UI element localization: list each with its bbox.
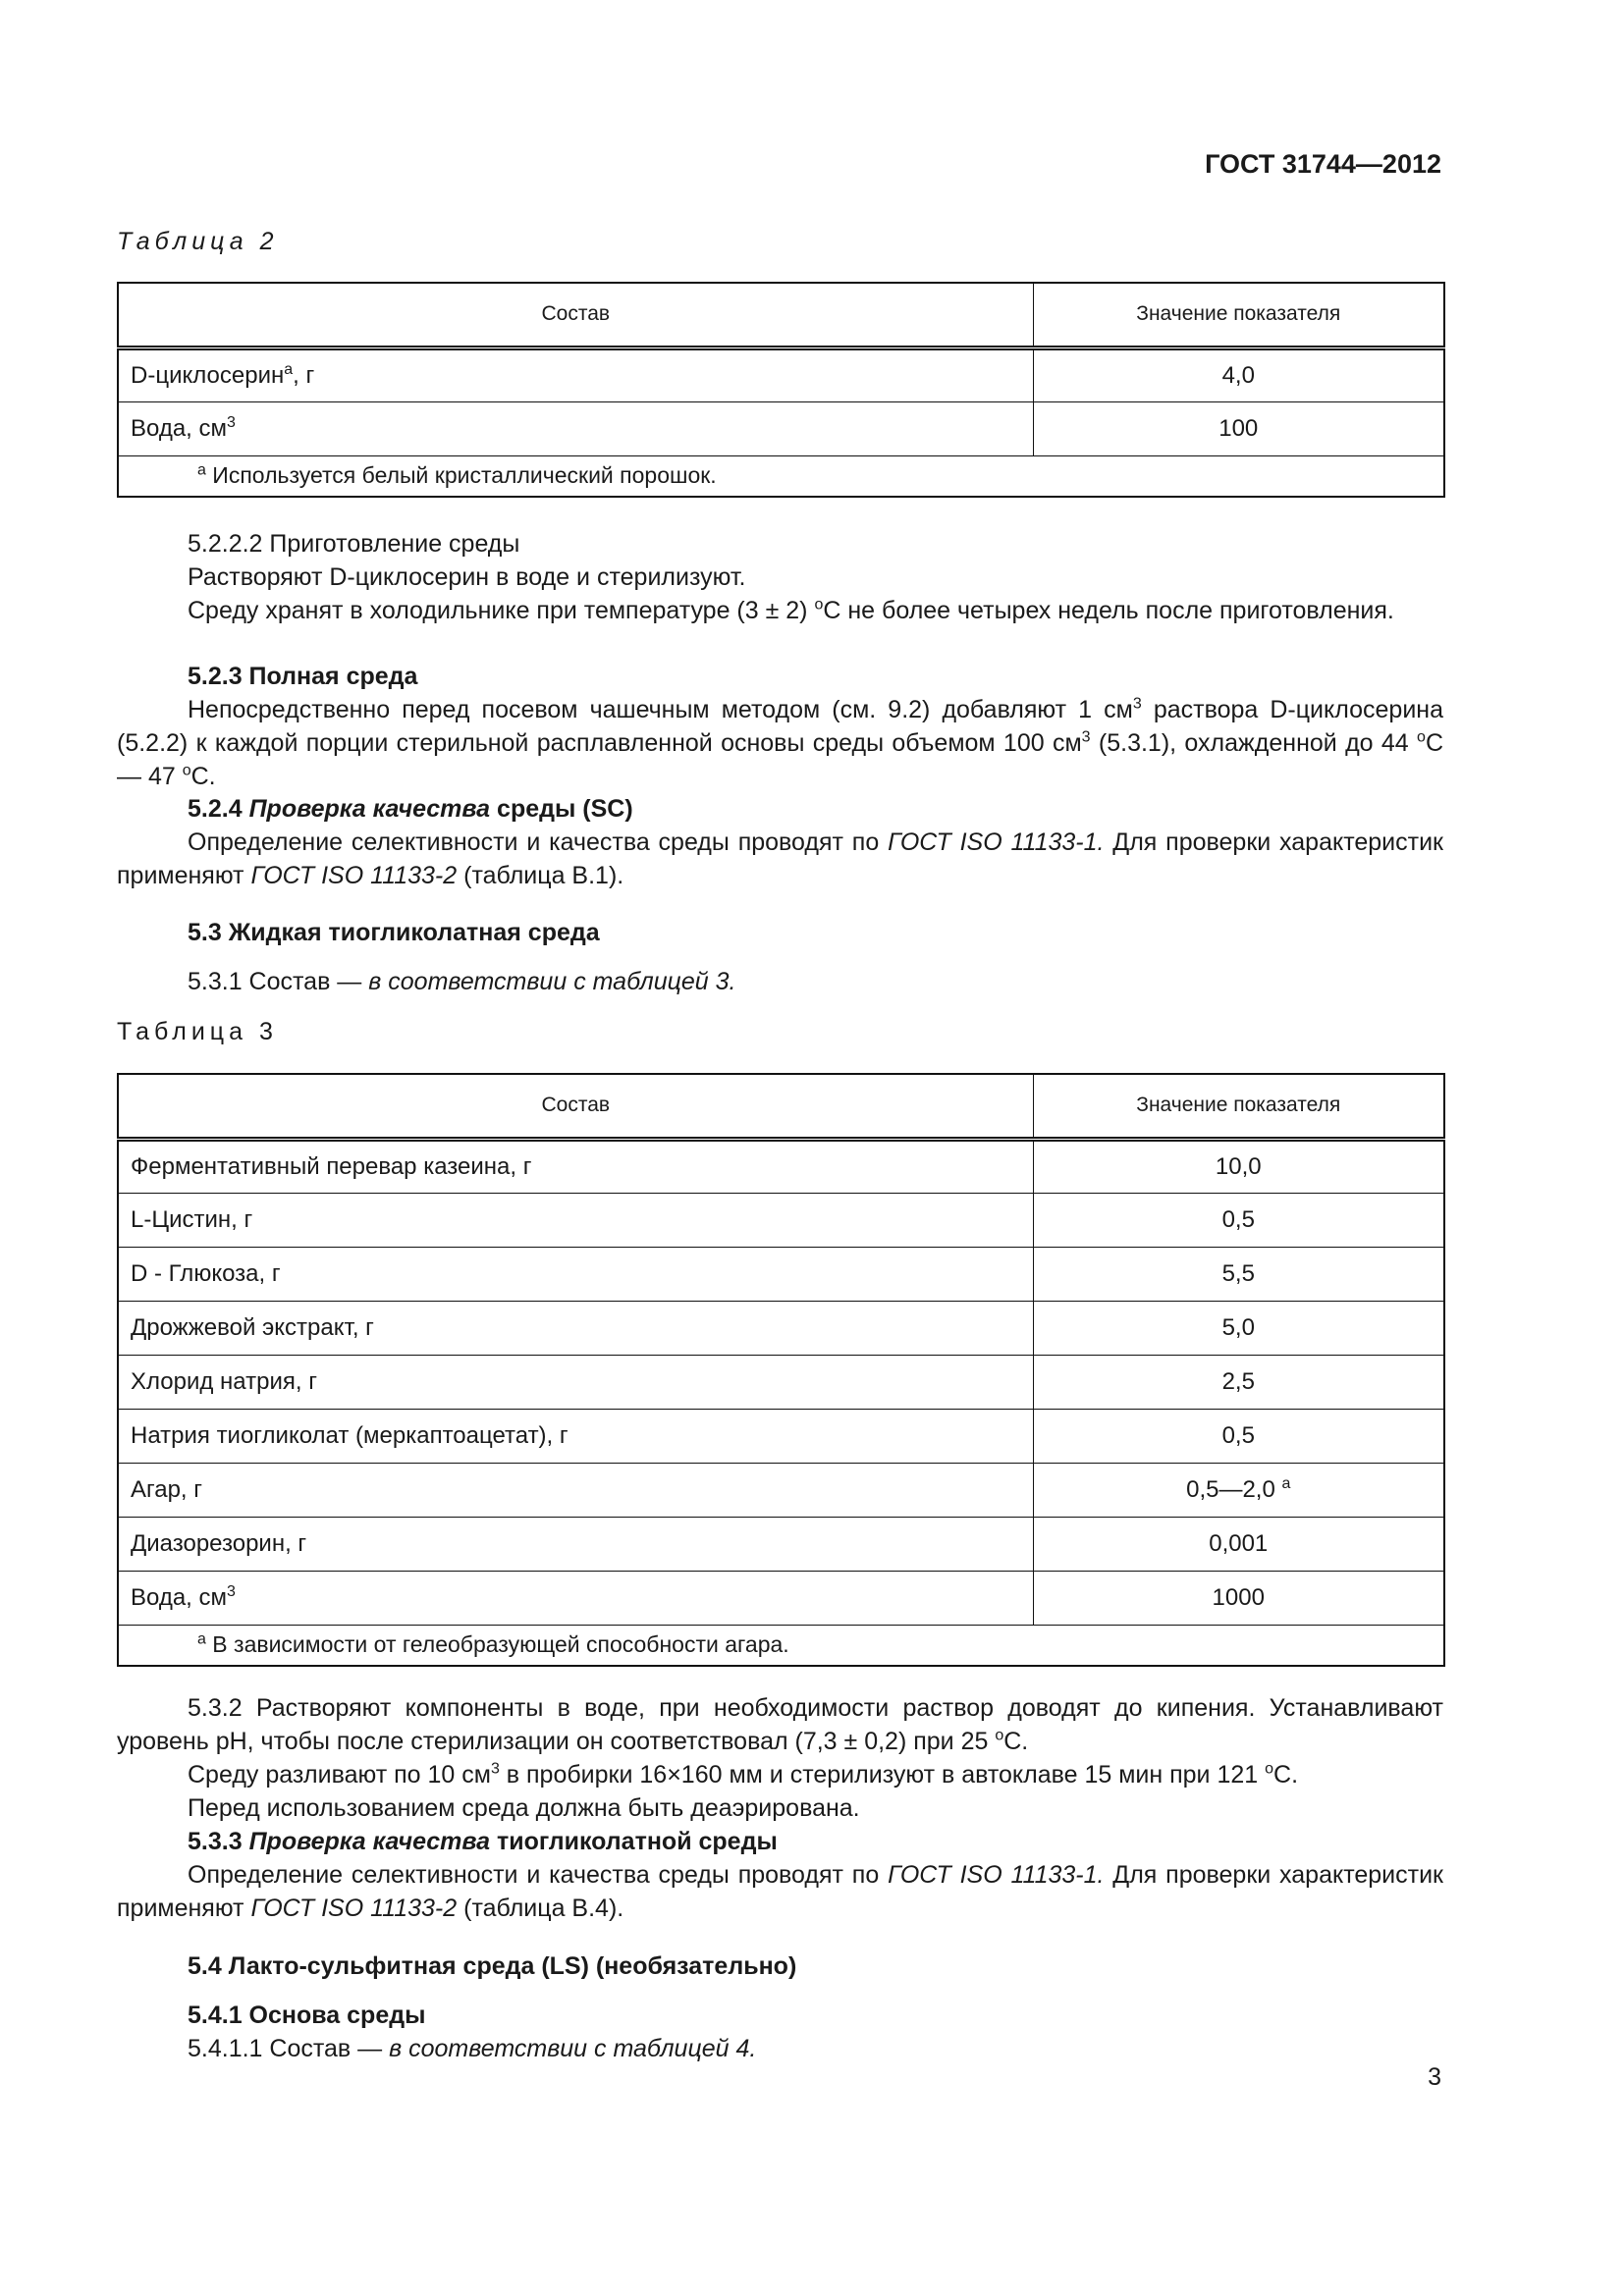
table-row	[118, 1247, 1444, 1301]
table-row	[118, 1409, 1444, 1463]
table-3-cell-name: Ферментативный перевар казеина, г	[118, 1139, 1033, 1193]
section-5-3-1: 5.3.1 Состав — в соответствии с таблицей 3.	[188, 968, 736, 995]
table-3-cell-name: Диазорезорин, г	[118, 1517, 1033, 1571]
table-row	[118, 1571, 1444, 1625]
table-row	[118, 1139, 1444, 1193]
table-row	[118, 1301, 1444, 1355]
section-5-3-2	[117, 1691, 1443, 1825]
table-2-cell-name: D-циклосерин$^a$, г	[118, 347, 1033, 401]
table-3-cell-value: 10,0	[1033, 1139, 1444, 1193]
section-5-4-1-heading: 5.4.1 Основа среды	[188, 2002, 426, 2029]
table-3-cell-name: D - Глюкоза, г	[118, 1247, 1033, 1301]
table-3-cell-name: Агар, г	[118, 1463, 1033, 1517]
section-5-3-heading: 5.3 Жидкая тиогликолатная среда	[188, 919, 600, 946]
table-3-caption: Таблица 3	[117, 1018, 278, 1045]
table-2-header-value: Значение показателя	[1033, 283, 1444, 347]
table-row	[118, 1193, 1444, 1247]
table-3-footnote: $^a$ В зависимости от гелеобразующей способности агара.	[118, 1625, 1444, 1666]
section-heading: 5.2.4 Проверка качества среды (SC)	[188, 795, 633, 823]
page-number: 3	[1428, 2063, 1441, 2091]
table-3-header-value: Значение показателя	[1033, 1074, 1444, 1139]
document-header: ГОСТ 31744—2012	[1205, 149, 1441, 179]
table-3-cell-name: L-Цистин, г	[118, 1193, 1033, 1247]
section-5-2-3	[117, 660, 1443, 793]
table-3	[117, 1073, 1445, 1667]
table-2-footnote: $^a$ Используется белый кристаллический порошок.	[118, 455, 1444, 497]
table-2-cell-value: 100	[1033, 401, 1444, 455]
paragraph: Определение селективности и качества среды проводят по ГОСТ ISO 11133-1. Для проверки характеристик применяют ГОСТ ISO 11133-2 (таблица В.1).	[117, 828, 1443, 889]
table-3-cell-value: 0,5	[1033, 1193, 1444, 1247]
table-2-cell-name: Вода, $см^3$	[118, 401, 1033, 455]
table-3-cell-value: 5,0	[1033, 1301, 1444, 1355]
paragraph: Перед использованием среда должна быть деаэрирована.	[188, 1794, 860, 1822]
table-3-cell-name: Хлорид натрия, г	[118, 1355, 1033, 1409]
paragraph: Растворяют D-циклосерин в воде и стерилизуют.	[188, 563, 746, 591]
table-row	[118, 1355, 1444, 1409]
table-3-cell-value: 0,5	[1033, 1409, 1444, 1463]
section-5-2-2-2	[117, 527, 1443, 627]
paragraph: Определение селективности и качества среды проводят по ГОСТ ISO 11133-1. Для проверки характеристик применяют ГОСТ ISO 11133-2 (таблица В.4).	[117, 1861, 1443, 1922]
paragraph: Среду хранят в холодильнике при температуре (3 ± 2) $^о$С не более четырех недель после приготовления.	[188, 596, 1394, 624]
paragraph: 5.3.2 Растворяют компоненты в воде, при необходимости раствор доводят до кипения. Устанавливают уровень pH, чтобы после стерилизации он соответствовал (7,3 ± 0,2) при 25 $^о$С.	[117, 1694, 1443, 1755]
table-2-caption: Таблица 2	[117, 228, 279, 255]
table-2-cell-value: 4,0	[1033, 347, 1444, 401]
table-3-cell-name: Вода, $см^3$	[118, 1571, 1033, 1625]
table-3-cell-name: Дрожжевой экстракт, г	[118, 1301, 1033, 1355]
table-2-header-composition: Состав	[118, 283, 1033, 347]
table-3-cell-value: 1000	[1033, 1571, 1444, 1625]
paragraph: Среду разливают по 10 $см^3$ в пробирки 16×160 мм и стерилизуют в автоклаве 15 мин при 121 $^о$С.	[188, 1760, 1299, 1789]
table-3-footnote-row	[118, 1625, 1444, 1666]
table-3-cell-name: Натрия тиогликолат (меркаптоацетат), г	[118, 1409, 1033, 1463]
table-row	[118, 1463, 1444, 1517]
section-heading: 5.3.3 Проверка качества тиогликолатной среды	[188, 1828, 778, 1855]
table-3-header-composition: Состав	[118, 1074, 1033, 1139]
table-3-cell-value: 0,001	[1033, 1517, 1444, 1571]
table-row	[118, 401, 1444, 455]
table-row	[118, 1517, 1444, 1571]
table-2-footnote-row	[118, 455, 1444, 497]
section-heading: 5.2.3 Полная среда	[188, 663, 418, 690]
paragraph: Непосредственно перед посевом чашечным методом (см. 9.2) добавляют 1 $см^3$ раствора D-циклосерина (5.2.2) к каждой порции стерильной расплавленной основы среды объемом 100 $см^3$ (5.3.1), охлажденной до 44 $^о$С— 47 $^о$С.	[117, 695, 1443, 790]
section-heading: 5.2.2.2 Приготовление среды	[188, 530, 520, 558]
section-5-2-4	[117, 792, 1443, 892]
table-3-cell-value: 2,5	[1033, 1355, 1444, 1409]
section-5-4-1-1: 5.4.1.1 Состав — в соответствии с таблицей 4.	[188, 2035, 757, 2062]
table-3-cell-value: 0,5—2,0 $^a$	[1033, 1463, 1444, 1517]
section-5-4-heading: 5.4 Лакто-сульфитная среда (LS) (необязательно)	[188, 1952, 797, 1980]
table-2	[117, 282, 1445, 498]
section-5-3-3	[117, 1825, 1443, 1925]
table-row	[118, 347, 1444, 401]
table-3-cell-value: 5,5	[1033, 1247, 1444, 1301]
